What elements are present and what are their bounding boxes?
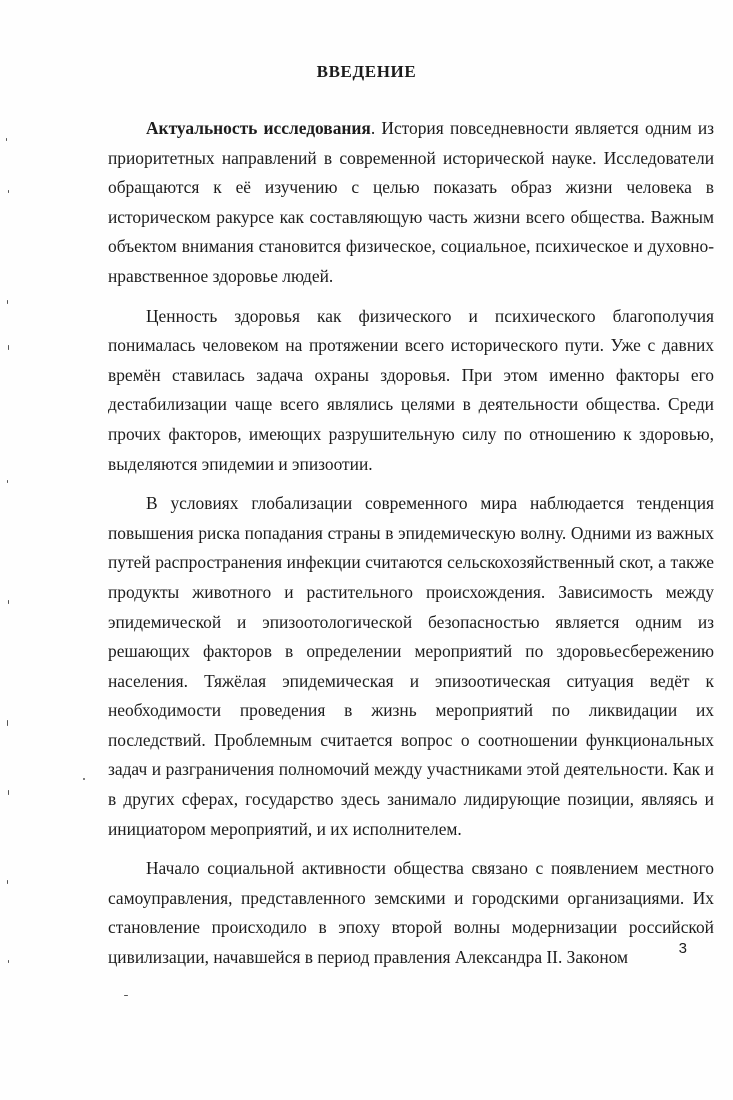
scan-speck bbox=[7, 880, 8, 884]
scan-speck bbox=[8, 345, 9, 350]
page-number: 3 bbox=[678, 940, 687, 957]
scan-speck bbox=[6, 138, 7, 141]
scan-speck bbox=[7, 480, 8, 483]
scan-speck bbox=[8, 790, 9, 795]
scan-speck bbox=[8, 600, 9, 604]
page-title: ВВЕДЕНИЕ bbox=[316, 62, 417, 81]
paragraph-3: В условиях глобализации современного мира наблюдается тенденция повышения риска попадания страны в эпидемическую волну. Одними из важных путей распространения инфекции считаются сельскохозяйственный скот, а также продукты животного и растительного происхождения. Зависимость между эпидемической и эпизоотологической безопасностью является одним из решающих факторов в определении мероприятий по здоровьесбережению населения. Тяжёлая эпидемическая и эпизоотическая ситуация ведёт к необходимости проведения в жизнь мероприятий по ликвидации их последствий. Проблемным считается вопрос о соотношении функциональных задач и разграничения полномочий между участниками этой деятельности. Как и в других сферах, государство здесь занимало лидирующие позиции, являясь и инициатором мероприятий, и их исполнителем. bbox=[108, 493, 714, 839]
paragraph-4: Начало социальной активности общества связано с появлением местного самоуправления, представленного земскими и городскими организациями. Их становление происходило в эпоху второй волны модернизации российской цивилизации, начавшейся в период правления Александра II. Законом bbox=[108, 858, 714, 968]
paragraph-2: Ценность здоровья как физического и психического благополучия понималась человеком на протяжении всего исторического пути. Уже с давних времён ставилась задача охраны здоровья. При этом именно факторы его дестабилизации чаще всего являлись целями в деятельности общества. Среди прочих факторов, имеющих разрушительную силу по отношению к здоровью, выделяются эпидемии и эпизоотии. bbox=[108, 305, 714, 474]
scan-speck bbox=[8, 190, 9, 193]
body-text bbox=[108, 114, 714, 983]
paragraph-1-text: . История повседневности является одним из приоритетных направлений в современной исторической науке. Исследователи обращаются к её изучению с целью показать образ жизни человека в историческом ракурсе как составляющую часть жизни всего общества. Важным объектом внимания становится физическое, социальное, психическое и духовно-нравственное здоровье людей. bbox=[108, 118, 714, 286]
relevance-heading: Актуальность исследования bbox=[146, 118, 371, 138]
scan-speck bbox=[83, 778, 85, 780]
scan-speck bbox=[7, 720, 8, 726]
scan-speck bbox=[124, 995, 128, 996]
scan-speck bbox=[7, 300, 8, 304]
paragraph-1 bbox=[108, 114, 714, 292]
scan-speck bbox=[8, 960, 9, 963]
